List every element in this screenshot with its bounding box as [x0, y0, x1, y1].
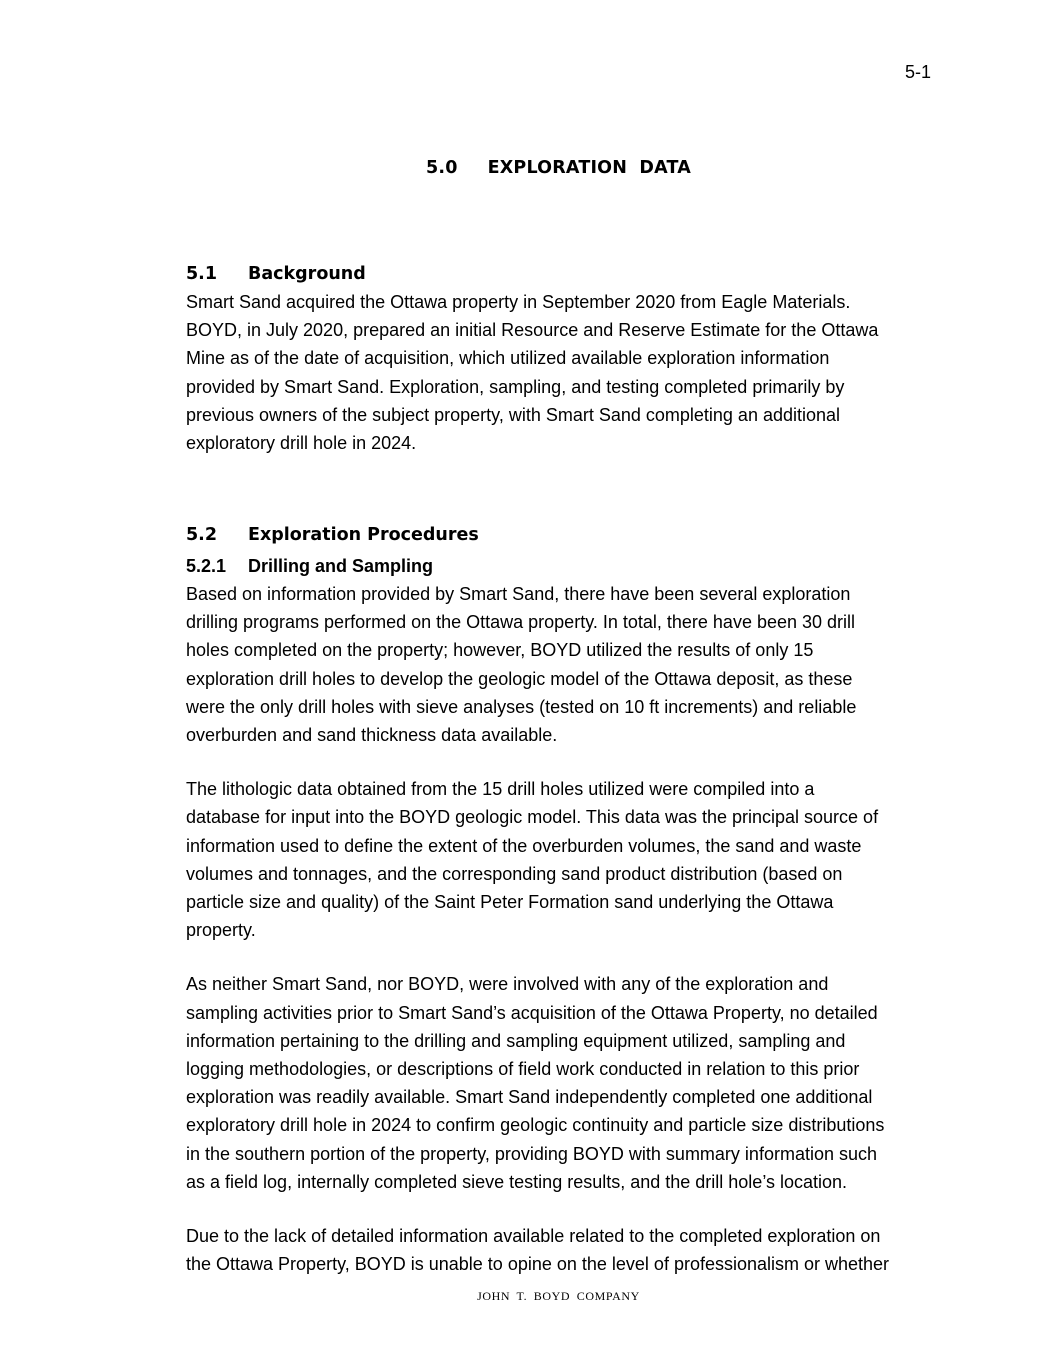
paragraph-line: BOYD, in July 2020, prepared an initial Resource and Reserve Estimate for the Ottawa	[186, 320, 879, 341]
chapter-title	[0, 158, 1055, 178]
paragraph-line: overburden and sand thickness data available.	[186, 725, 558, 746]
paragraph-line: volumes and tonnages, and the corresponding sand product distribution (based on	[186, 863, 843, 884]
subsection-title: Drilling and Sampling	[248, 556, 434, 576]
page-number: 5-1	[904, 62, 931, 82]
footer-company-name: JOHN T. BOYD COMPANY	[477, 1289, 640, 1303]
paragraph-line: Mine as of the date of acquisition, which utilized available exploration information	[186, 348, 830, 369]
paragraph-line: exploration was readily available. Smart Sand independently completed one additional	[186, 1087, 873, 1108]
paragraph-line: Due to the lack of detailed information available related to the completed exploration on	[186, 1226, 881, 1247]
paragraph-line: as a field log, internally completed sieve testing results, and the drill hole’s location.	[186, 1171, 848, 1192]
drilling-paragraph-4	[186, 1222, 946, 1278]
subsection-heading-drilling-sampling	[186, 552, 946, 580]
section-number: 5.1	[186, 264, 218, 284]
paragraph-line: were the only drill holes with sieve analyses (tested on 10 ft increments) and reliable	[186, 696, 857, 717]
paragraph-line: information pertaining to the drilling and sampling equipment utilized, sampling and	[186, 1030, 846, 1051]
section-number: 5.2	[186, 525, 218, 545]
paragraph-line: sampling activities prior to Smart Sand’s acquisition of the Ottawa Property, no detailed	[186, 1002, 878, 1023]
paragraph-line: Based on information provided by Smart Sand, there have been several exploration	[186, 584, 851, 604]
drilling-paragraph-2	[186, 775, 946, 944]
paragraph-line: exploratory drill hole in 2024 to confirm geologic continuity and particle size distributions	[186, 1115, 885, 1136]
paragraph-line: property.	[186, 920, 256, 941]
paragraph-line: exploratory drill hole in 2024.	[186, 433, 417, 454]
chapter-title-text: EXPLORATION DATA	[487, 158, 692, 178]
chapter-number: 5.0	[425, 158, 458, 178]
paragraph-line: provided by Smart Sand. Exploration, sampling, and testing completed primarily by	[186, 376, 845, 397]
paragraph-line: in the southern portion of the property, providing BOYD with summary information such	[186, 1143, 877, 1164]
paragraph-line: particle size and quality) of the Saint Peter Formation sand underlying the Ottawa	[186, 892, 834, 913]
paragraph-line: drilling programs performed on the Ottawa property. In total, there have been 30 drill	[186, 612, 856, 633]
paragraph-line: As neither Smart Sand, nor BOYD, were involved with any of the exploration and	[186, 974, 829, 995]
paragraph-line: exploration drill holes to develop the geologic model of the Ottawa deposit, as these	[186, 668, 853, 689]
paragraph-line: previous owners of the subject property, with Smart Sand completing an additional	[186, 404, 841, 425]
paragraph-line: information used to define the extent of the overburden volumes, the sand and waste	[186, 835, 862, 856]
section-heading-background	[186, 260, 946, 288]
section-background	[186, 260, 946, 457]
drilling-paragraph-1	[186, 580, 946, 749]
paragraph-line: the Ottawa Property, BOYD is unable to opine on the level of professionalism or whether	[186, 1254, 890, 1275]
background-paragraph	[186, 288, 946, 457]
paragraph-line: Smart Sand acquired the Ottawa property in September 2020 from Eagle Materials.	[186, 292, 851, 312]
subsection-number: 5.2.1	[186, 556, 227, 576]
section-title: Background	[248, 264, 366, 284]
paragraph-line: logging methodologies, or descriptions of field work conducted in relation to this prior	[186, 1059, 860, 1080]
section-title: Exploration Procedures	[248, 525, 479, 545]
section-exploration-procedures	[186, 521, 946, 1278]
section-heading-exploration-procedures	[186, 521, 946, 549]
paragraph-line: holes completed on the property; however, BOYD utilized the results of only 15	[186, 640, 814, 661]
paragraph-line: database for input into the BOYD geologic model. This data was the principal source of	[186, 807, 879, 828]
paragraph-line: The lithologic data obtained from the 15 drill holes utilized were compiled into a	[186, 779, 815, 800]
drilling-paragraph-3	[186, 970, 946, 1196]
